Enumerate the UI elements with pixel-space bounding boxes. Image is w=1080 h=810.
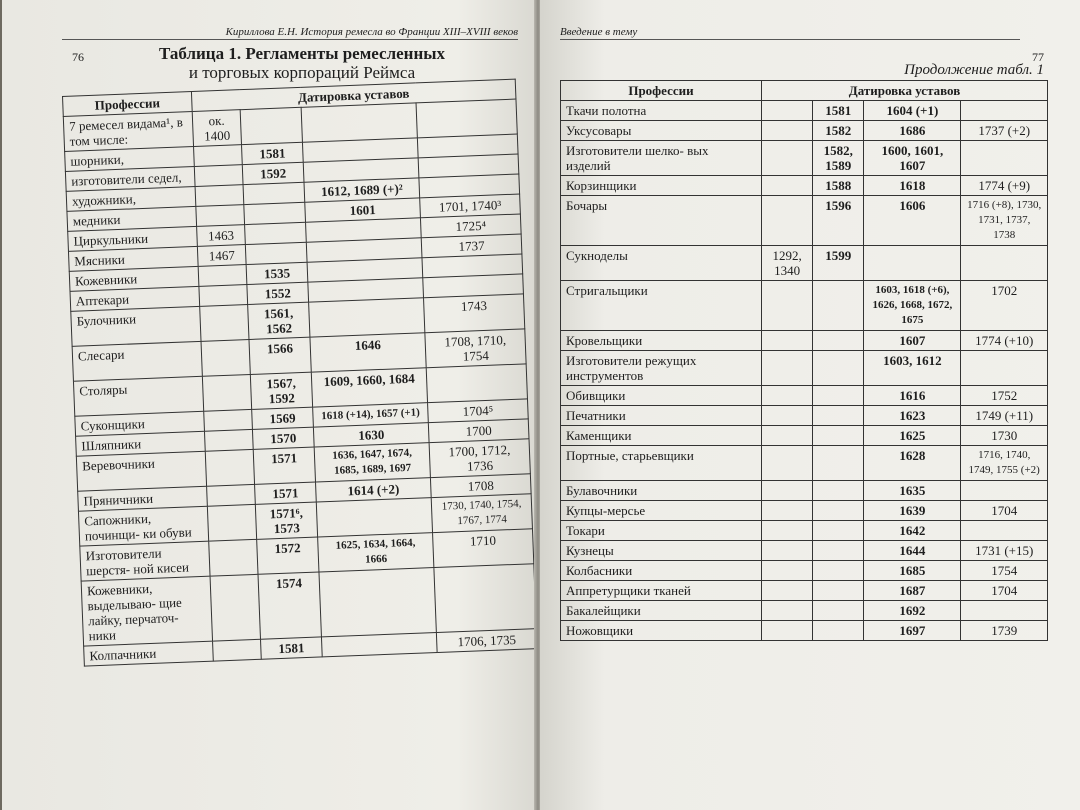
date-cell: 1552 [247, 282, 309, 304]
date-cell [762, 426, 813, 446]
date-cell: 1630 [313, 423, 429, 447]
profession-cell: Кузнецы [561, 541, 762, 561]
date-cell [309, 298, 425, 337]
date-cell [762, 621, 813, 641]
date-cell: 1625, 1634, 1664, 1666 [318, 533, 434, 572]
profession-cell: Аптекари [70, 286, 200, 311]
date-cell [200, 305, 249, 342]
date-cell [244, 202, 306, 224]
date-cell [762, 386, 813, 406]
date-cell [194, 145, 243, 167]
date-cell [205, 449, 254, 486]
running-head: Кириллова Е.Н. История ремесла во Франции XIII–XVIII веков [62, 26, 518, 40]
date-cell: 1708 [431, 474, 532, 498]
profession-cell: Обивщики [561, 386, 762, 406]
date-cell [207, 504, 256, 541]
date-cell: 1644 [864, 541, 961, 561]
statutes-table-continued [560, 80, 1048, 641]
date-cell [813, 561, 864, 581]
date-cell [813, 501, 864, 521]
date-cell: 1642 [864, 521, 961, 541]
date-cell: 1571 [253, 447, 315, 484]
date-cell: 1561, 1562 [248, 302, 310, 339]
date-cell: 1467 [197, 245, 246, 267]
date-cell [202, 374, 251, 411]
table-row [561, 521, 1048, 541]
date-cell [195, 185, 244, 207]
date-cell: 1592 [242, 162, 304, 184]
date-cell: 1701, 1740³ [420, 194, 521, 218]
profession-cell: Пряничники [78, 486, 208, 511]
date-cell: 1749 (+11) [961, 406, 1048, 426]
date-cell [204, 409, 253, 431]
profession-cell: изготовители седел, [65, 166, 195, 191]
date-cell: 1601 [305, 198, 421, 222]
date-cell: 1603, 1612 [864, 351, 961, 386]
profession-cell: Циркульники [68, 226, 198, 251]
date-cell: 1569 [252, 407, 314, 429]
date-cell [961, 141, 1048, 176]
date-cell: 1606 [864, 196, 961, 246]
date-cell [762, 281, 813, 331]
date-cell: 1609, 1660, 1684 [311, 368, 427, 407]
date-cell [961, 101, 1048, 121]
profession-cell: шорники, [65, 146, 195, 171]
date-cell [813, 331, 864, 351]
profession-cell: Булочники [71, 306, 201, 346]
profession-cell: Уксусовары [561, 121, 762, 141]
date-cell [813, 281, 864, 331]
date-cell: 1743 [424, 294, 525, 333]
profession-cell: Колбасники [561, 561, 762, 581]
left-page [2, 0, 538, 810]
date-cell: 1731 (+15) [961, 541, 1048, 561]
date-cell: 1704 [961, 501, 1048, 521]
table-row [561, 331, 1048, 351]
date-cell [813, 541, 864, 561]
date-cell [240, 107, 302, 144]
date-cell: 1574 [258, 572, 321, 639]
date-cell [813, 446, 864, 481]
date-cell: 1702 [961, 281, 1048, 331]
date-cell: 1639 [864, 501, 961, 521]
date-cell: 1737 (+2) [961, 121, 1048, 141]
date-cell [199, 285, 248, 307]
profession-cell: Сапожники, починщи- ки обуви [78, 506, 208, 546]
date-cell: 1716 (+8), 1730, 1731, 1737, 1738 [961, 196, 1048, 246]
date-cell: 1618 (+14), 1657 (+1) [313, 403, 429, 427]
date-cell: 1571⁶, 1573 [255, 502, 317, 539]
date-cell: 1704 [961, 581, 1048, 601]
table-row [561, 446, 1048, 481]
profession-cell: Столяры [73, 376, 203, 416]
date-cell: 1774 (+9) [961, 176, 1048, 196]
date-cell [813, 601, 864, 621]
date-cell: 1581 [242, 142, 304, 164]
date-cell [813, 581, 864, 601]
profession-cell: Стригальщики [561, 281, 762, 331]
date-cell: 1618 [864, 176, 961, 196]
profession-cell: Каменщики [561, 426, 762, 446]
date-cell [813, 521, 864, 541]
date-cell [762, 501, 813, 521]
date-cell: 1774 (+10) [961, 331, 1048, 351]
date-cell [961, 351, 1048, 386]
date-cell: 1570 [253, 427, 315, 449]
date-cell [762, 196, 813, 246]
date-cell: 1616 [864, 386, 961, 406]
date-cell [198, 265, 247, 287]
date-cell: 1739 [961, 621, 1048, 641]
date-cell: 1628 [864, 446, 961, 481]
profession-cell: Мясники [68, 246, 198, 271]
date-cell: 1535 [246, 262, 308, 284]
profession-cell: Кровельщики [561, 331, 762, 351]
profession-cell: Портные, старьевщики [561, 446, 762, 481]
table-row [561, 561, 1048, 581]
date-cell: 1600, 1601, 1607 [864, 141, 961, 176]
date-cell [961, 601, 1048, 621]
date-cell: 1596 [813, 196, 864, 246]
date-cell [813, 621, 864, 641]
date-cell: 1646 [310, 333, 426, 372]
table-row [561, 621, 1048, 641]
page-number: 76 [72, 50, 84, 64]
header-dating: Датировка уставов [191, 79, 516, 111]
profession-cell: Колпачники [84, 641, 214, 666]
date-cell [316, 498, 432, 537]
date-cell [762, 121, 813, 141]
date-cell [762, 481, 813, 501]
profession-cell: Аппретурщики тканей [561, 581, 762, 601]
table-row [561, 426, 1048, 446]
profession-cell: Кожевники, выделываю- щие лайку, перчаточ- ники [81, 576, 212, 646]
date-cell: 1725⁴ [421, 214, 522, 238]
date-cell: 1582, 1589 [813, 141, 864, 176]
date-cell: 1625 [864, 426, 961, 446]
date-cell [961, 246, 1048, 281]
profession-cell: Печатники [561, 406, 762, 426]
date-cell: 1566 [249, 337, 311, 374]
date-cell [762, 176, 813, 196]
profession-cell: медники [67, 206, 197, 231]
date-cell: 1730 [961, 426, 1048, 446]
profession-cell: Изготовители шерстя- ной кисеи [80, 541, 210, 581]
date-cell [813, 426, 864, 446]
profession-cell: Слесари [72, 341, 202, 381]
date-cell [204, 429, 253, 451]
date-cell: 1603, 1618 (+6), 1626, 1668, 1672, 1675 [864, 281, 961, 331]
date-cell [762, 141, 813, 176]
profession-cell: Шляпники [76, 431, 206, 456]
date-cell [426, 364, 527, 403]
date-cell [762, 521, 813, 541]
table-title: Таблица 1. Регламенты ремесленных и торговых корпораций Реймса [158, 44, 446, 82]
date-cell [194, 165, 243, 187]
header-profession: Профессии [63, 92, 193, 117]
date-cell: 1754 [961, 561, 1048, 581]
date-cell [762, 406, 813, 426]
date-cell: 1752 [961, 386, 1048, 406]
date-cell [319, 568, 436, 637]
date-cell [762, 351, 813, 386]
statutes-table [62, 79, 538, 667]
profession-cell: 7 ремесел видама¹, в том числе: [63, 112, 193, 152]
date-cell [813, 406, 864, 426]
profession-cell: Изготовители режущих инструментов [561, 351, 762, 386]
running-head: Введение в тему [560, 26, 1020, 40]
profession-cell: Корзинщики [561, 176, 762, 196]
date-cell [210, 574, 261, 641]
date-cell: 1710 [433, 529, 534, 568]
header-dating: Датировка уставов [762, 81, 1048, 101]
profession-cell: Ножовщики [561, 621, 762, 641]
date-cell [864, 246, 961, 281]
date-cell: 1704⁵ [428, 399, 529, 423]
date-cell [243, 182, 305, 204]
table-row [561, 176, 1048, 196]
date-cell: 1614 (+2) [316, 478, 432, 502]
table-row [561, 501, 1048, 521]
date-cell: 1571 [255, 482, 317, 504]
date-cell [762, 101, 813, 121]
profession-cell: Бочары [561, 196, 762, 246]
date-cell [813, 351, 864, 386]
table-row [561, 281, 1048, 331]
date-cell: 1463 [197, 225, 246, 247]
profession-cell: Суконщики [75, 411, 205, 436]
table-row [561, 481, 1048, 501]
date-cell: 1623 [864, 406, 961, 426]
table-row [561, 351, 1048, 386]
date-cell [245, 242, 307, 264]
date-cell: 1599 [813, 246, 864, 281]
date-cell: 1581 [261, 637, 323, 659]
table-row [561, 406, 1048, 426]
profession-cell: Токари [561, 521, 762, 541]
continuation-label: Продолжение табл. 1 [904, 62, 1044, 78]
table-row [561, 121, 1048, 141]
page-number: 77 [1032, 50, 1044, 64]
table-row [561, 101, 1048, 121]
date-cell: 1730, 1740, 1754, 1767, 1774 [431, 494, 532, 533]
date-cell: 1292, 1340 [762, 246, 813, 281]
date-cell [196, 205, 245, 227]
date-cell: ок. 1400 [192, 110, 241, 147]
date-cell [245, 222, 307, 244]
date-cell [762, 561, 813, 581]
date-cell: 1700, 1712, 1736 [429, 439, 530, 478]
date-cell [961, 521, 1048, 541]
date-cell [322, 633, 438, 657]
table-row [561, 196, 1048, 246]
date-cell: 1706, 1735 [436, 629, 537, 653]
date-cell: 1737 [421, 234, 522, 258]
date-cell: 1636, 1647, 1674, 1685, 1689, 1697 [314, 443, 430, 482]
table-row [561, 541, 1048, 561]
date-cell: 1582 [813, 121, 864, 141]
profession-cell: Булавочники [561, 481, 762, 501]
date-cell [813, 481, 864, 501]
date-cell: 1692 [864, 601, 961, 621]
header-profession: Профессии [561, 81, 762, 101]
date-cell [762, 541, 813, 561]
profession-cell: Ткачи полотна [561, 101, 762, 121]
date-cell [762, 601, 813, 621]
date-cell [201, 339, 250, 376]
date-cell: 1588 [813, 176, 864, 196]
profession-cell: Купцы-мерсье [561, 501, 762, 521]
date-cell [762, 331, 813, 351]
date-cell: 1581 [813, 101, 864, 121]
table-row [561, 601, 1048, 621]
date-cell [209, 539, 258, 576]
date-cell: 1685 [864, 561, 961, 581]
date-cell [961, 481, 1048, 501]
profession-cell: Изготовители шелко- вых изделий [561, 141, 762, 176]
date-cell: 1687 [864, 581, 961, 601]
date-cell: 1697 [864, 621, 961, 641]
date-cell [416, 99, 517, 138]
date-cell [207, 484, 256, 506]
table-row [561, 386, 1048, 406]
profession-cell: Сукноделы [561, 246, 762, 281]
profession-cell: Бакалейщики [561, 601, 762, 621]
date-cell [301, 103, 417, 142]
profession-cell: Веревочники [76, 451, 206, 491]
date-cell: 1700 [428, 419, 529, 443]
date-cell: 1635 [864, 481, 961, 501]
right-page [540, 0, 1080, 810]
date-cell: 1572 [257, 537, 319, 574]
date-cell [762, 581, 813, 601]
table-row [561, 581, 1048, 601]
date-cell [813, 386, 864, 406]
date-cell [213, 639, 262, 661]
date-cell: 1716, 1740, 1749, 1755 (+2) [961, 446, 1048, 481]
profession-cell: Кожевники [69, 266, 199, 291]
date-cell: 1604 (+1) [864, 101, 961, 121]
date-cell: 1612, 1689 (+)² [304, 178, 420, 202]
table-row [561, 246, 1048, 281]
table-row [561, 141, 1048, 176]
date-cell: 1607 [864, 331, 961, 351]
date-cell: 1708, 1710, 1754 [425, 329, 526, 368]
date-cell: 1686 [864, 121, 961, 141]
date-cell: 1567, 1592 [250, 372, 312, 409]
date-cell [434, 564, 536, 633]
date-cell [762, 446, 813, 481]
profession-cell: художники, [66, 186, 196, 211]
